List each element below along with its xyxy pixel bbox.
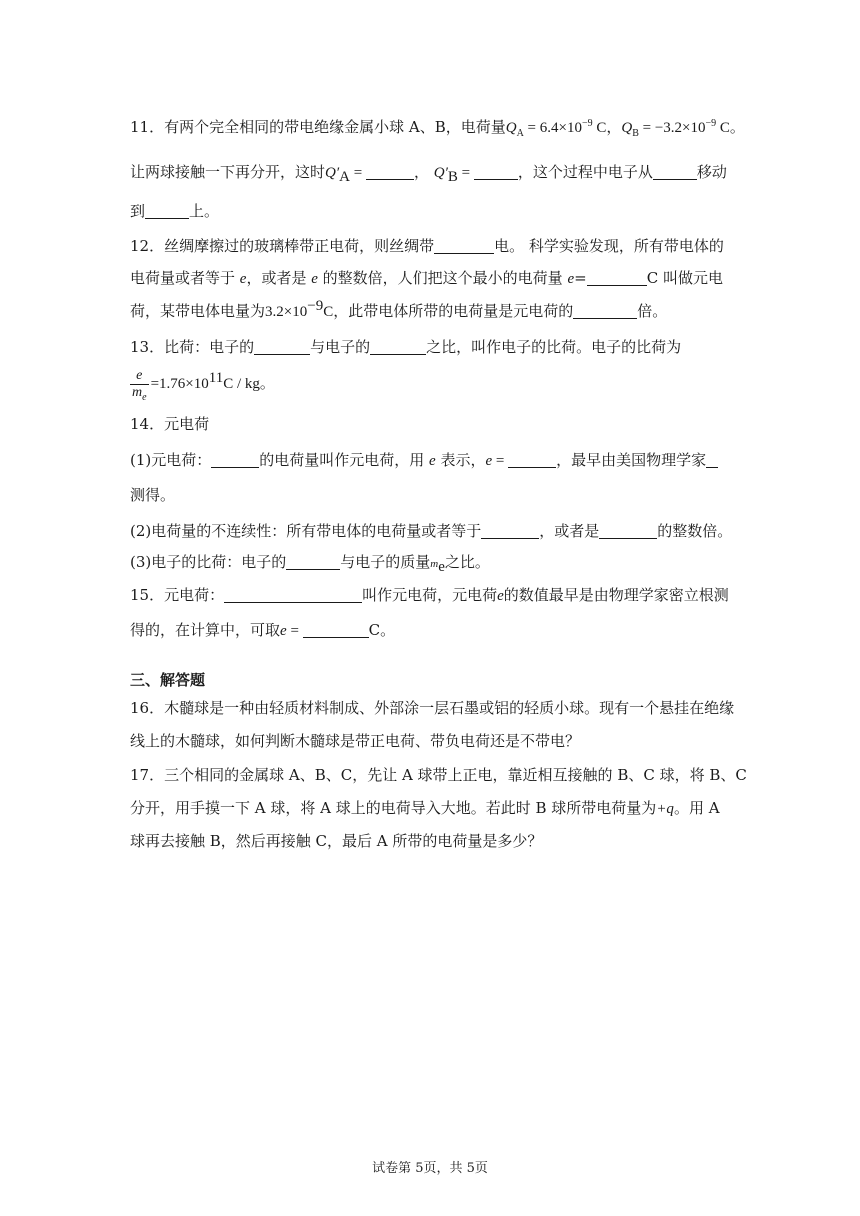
q11-qb-sub: B bbox=[632, 128, 639, 139]
q12-text1: 12．丝绸摩擦过的玻璃棒带正电荷，则丝绸带 bbox=[130, 237, 435, 255]
q14-p1-text1: (1)元电荷： bbox=[130, 451, 212, 469]
q15-e2: e bbox=[280, 623, 287, 639]
q13-blank-charge[interactable] bbox=[254, 338, 310, 355]
q14-p2-text2: ，或者是 bbox=[539, 522, 600, 540]
q11-qb-value: = −3.2×10 bbox=[638, 120, 706, 136]
q12-text2: 电。 科学实验发现，所有带电体的 bbox=[494, 237, 724, 255]
page-footer: 试卷第 5页，共 5页 bbox=[372, 1161, 488, 1176]
q13-frac-den-sub: e bbox=[142, 391, 147, 403]
q13-frac-den-m: m bbox=[132, 384, 143, 400]
q14-p3-sub: e bbox=[438, 559, 445, 575]
q12-text9: ，此带电体所带的电荷量是元电荷的 bbox=[333, 302, 574, 320]
q11-qa-value: = 6.4×10 bbox=[523, 120, 582, 136]
q11-eq2: = bbox=[457, 165, 474, 181]
q14-p1-text3: 表示， bbox=[435, 451, 486, 469]
q14-title-text: 14．元电荷 bbox=[130, 415, 210, 433]
q12-line2 bbox=[130, 268, 723, 289]
q16-line2 bbox=[130, 731, 580, 751]
q11-qa-exp: −9 bbox=[581, 118, 593, 129]
q13-value-exp: 11 bbox=[208, 370, 224, 386]
q11-text5: 到 bbox=[130, 202, 146, 220]
q14-blank-p2a[interactable] bbox=[481, 522, 539, 539]
q12-text6: = bbox=[574, 269, 587, 287]
q11-text2: 让两球接触一下再分开，这时 bbox=[130, 163, 326, 181]
q11-line1 bbox=[130, 117, 745, 138]
q17-line1 bbox=[130, 765, 747, 785]
q11-qa-formula bbox=[505, 118, 745, 139]
q11-qb2-symbol: Q′ bbox=[433, 165, 448, 181]
q14-p2-text1: (2)电荷量的不连续性：所有带电体的电荷量或者等于 bbox=[130, 522, 482, 540]
q16-text1: 16．木髓球是一种由轻质材料制成、外部涂一层石墨或铝的轻质小球。现有一个悬挂在绝缘 bbox=[130, 699, 735, 717]
q12-text4: ，或者是 bbox=[246, 269, 312, 287]
q11-line2: 让两球接触一下再分开，这时$Q'_A$ = ， $Q'_B$ = ，这个过程中电子从 移动 bbox=[130, 163, 727, 185]
q14-p2 bbox=[130, 521, 732, 541]
q11-blank-qa[interactable] bbox=[366, 163, 414, 180]
q12-value: 3.2×10 bbox=[265, 304, 308, 320]
q14-blank-scientist[interactable] bbox=[706, 451, 718, 468]
q11-qb2-sub: B bbox=[447, 169, 458, 185]
q14-p1-line1 bbox=[130, 450, 718, 471]
q17-text4: 球再去接触 B，然后再接触 C，最后 A 所带的电荷量是多少？ bbox=[130, 832, 543, 850]
q11-qa2-symbol: Q′ bbox=[325, 165, 340, 181]
q12-value-unit: C bbox=[323, 304, 334, 320]
q14-blank-p3[interactable] bbox=[286, 553, 340, 570]
q14-p3-m: m bbox=[430, 558, 439, 570]
q11-eq1: = bbox=[349, 165, 366, 181]
q11-qa2-sub: A bbox=[339, 169, 350, 185]
q12-e2: e bbox=[311, 271, 318, 287]
q17-line3 bbox=[130, 831, 542, 851]
q13-frac-den bbox=[130, 385, 149, 401]
q12-value-exp: −9 bbox=[307, 298, 324, 314]
q13-value-unit: C / kg bbox=[223, 376, 260, 392]
q12-text10: 倍。 bbox=[637, 302, 668, 320]
q14-p1-text4: ，最早由美国物理学家 bbox=[556, 451, 707, 469]
q14-p3-text1: (3)电子的比荷：电子的 bbox=[130, 553, 287, 571]
q11-blank-qb[interactable] bbox=[474, 163, 518, 180]
q11-text6: 上。 bbox=[189, 202, 220, 220]
q11-qb-exp: −9 bbox=[705, 118, 717, 129]
q15-text2: 叫作元电荷，元电荷 bbox=[362, 586, 498, 604]
q11-qa-symbol: Q bbox=[505, 120, 517, 136]
q17-text3: 。用 A bbox=[673, 799, 720, 817]
q14-blank-p2b[interactable] bbox=[599, 522, 657, 539]
q11-line3 bbox=[130, 201, 219, 221]
q15-blank-def[interactable] bbox=[224, 586, 362, 603]
q13-line2 bbox=[130, 366, 275, 401]
q14-p3-text3: 之比。 bbox=[444, 553, 490, 571]
q11-qb-symbol: Q bbox=[621, 120, 633, 136]
q11-qa-unit: C， bbox=[592, 120, 622, 136]
q14-p3 bbox=[130, 552, 490, 574]
q14-eq: = bbox=[492, 453, 509, 469]
q12-blank-times[interactable] bbox=[573, 302, 637, 319]
q15-text4: 得的，在计算中，可取 bbox=[130, 621, 281, 639]
q12-blank-charge[interactable] bbox=[434, 237, 494, 254]
q11-text3: ，这个过程中电子从 bbox=[517, 163, 653, 181]
q13-line1 bbox=[130, 337, 681, 357]
q11-qb-unit: C。 bbox=[716, 120, 745, 136]
q13-end: 。 bbox=[259, 374, 275, 392]
q11-text4: 移动 bbox=[696, 163, 727, 181]
q14-p2-text3: 的整数倍。 bbox=[657, 522, 733, 540]
q12-text5: 的整数倍，人们把这个最小的电荷量 bbox=[317, 269, 568, 287]
q17-text2: 分开，用手摸一下 A 球，将 A 球上的电荷导入大地。若此时 B 球所带电荷量为 bbox=[130, 799, 657, 817]
q12-text3: 电荷量或者等于 bbox=[130, 269, 240, 287]
q12-e1: e bbox=[239, 271, 247, 287]
q14-e1: e bbox=[429, 453, 436, 469]
q15-line1 bbox=[130, 585, 729, 606]
q15-text5: C。 bbox=[368, 621, 396, 639]
q15-text1: 15．元电荷： bbox=[130, 586, 225, 604]
q12-text7: C 叫做元电 bbox=[646, 269, 723, 287]
q14-blank-min[interactable] bbox=[211, 451, 259, 468]
q14-p1-text5: 测得。 bbox=[130, 486, 176, 504]
q14-blank-e[interactable] bbox=[508, 451, 556, 468]
q13-value: =1.76×10 bbox=[150, 376, 209, 392]
section-heading: 三、解答题 bbox=[130, 671, 206, 689]
q14-p3-text2: 与电子的质量 bbox=[340, 553, 431, 571]
q15-eq: = bbox=[286, 623, 303, 639]
q16-line1 bbox=[130, 698, 734, 718]
q16-text2: 线上的木髓球，如何判断木髓球是带正电荷、带负电荷还是不带电？ bbox=[130, 732, 581, 750]
q12-blank-e[interactable] bbox=[587, 269, 647, 286]
q12-line3 bbox=[130, 298, 668, 322]
q11-qa-sub: A bbox=[516, 128, 524, 139]
q15-line2 bbox=[130, 620, 395, 641]
q13-text3: 之比，叫作电子的比荷。电子的比荷为 bbox=[426, 338, 682, 356]
q14-e2: e bbox=[485, 453, 493, 469]
q11-blank-from[interactable] bbox=[653, 163, 697, 180]
q13-fraction bbox=[130, 368, 149, 401]
q13-blank-mass[interactable] bbox=[370, 338, 426, 355]
q17-line2 bbox=[130, 798, 720, 819]
q14-p1-line2 bbox=[130, 485, 175, 505]
q17-q: +q bbox=[656, 801, 674, 817]
q14-p1-text2: 的电荷量叫作元电荷，用 bbox=[259, 451, 430, 469]
q13-frac-num: e bbox=[130, 368, 149, 385]
q11-blank-to[interactable] bbox=[145, 202, 189, 219]
q13-text1: 13．比荷：电子的 bbox=[130, 338, 255, 356]
q15-blank-e[interactable] bbox=[303, 621, 369, 638]
q12-text8: 荷，某带电体电量为 bbox=[130, 302, 266, 320]
q14-title bbox=[130, 414, 209, 434]
q12-e3: e bbox=[567, 271, 575, 287]
q13-text2: 与电子的 bbox=[310, 338, 371, 356]
q15-text3: 的数值最早是由物理学家密立根测 bbox=[503, 586, 729, 604]
q15-e1: e bbox=[497, 588, 504, 604]
q17-text1: 17．三个相同的金属球 A、B、C，先让 A 球带上正电，靠近相互接触的 B、C 球，将 B、C bbox=[130, 766, 747, 784]
q11-text: 11．有两个完全相同的带电绝缘金属小球 A、B，电荷量 bbox=[130, 118, 506, 136]
q12-line1 bbox=[130, 236, 724, 256]
